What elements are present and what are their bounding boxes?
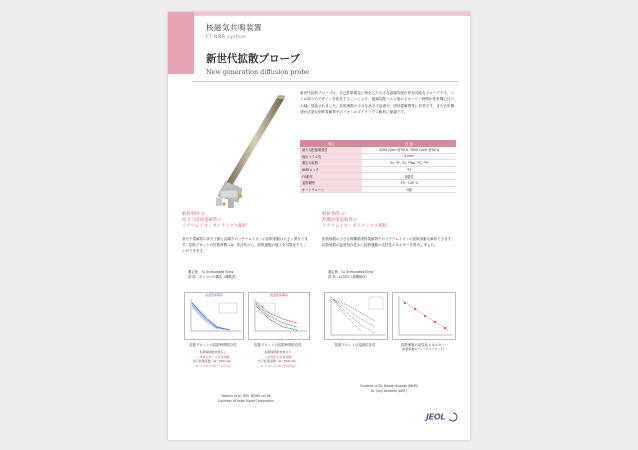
case1-note-b-line3: 自己拡散係数（Δ＝500 ms）	[257, 359, 299, 363]
spec-header-value: 仕 様	[362, 140, 456, 147]
case1-plot-a-graph	[185, 297, 243, 335]
spec-value: 非磁性	[362, 173, 456, 180]
logo-swirl-icon	[448, 412, 458, 422]
case1-note-b-line4: D = 2.4 × 10⁻¹³ [m²/s]	[261, 363, 295, 368]
spec-table	[300, 140, 456, 193]
case2-plot-a	[324, 292, 388, 340]
case1-plot-b-title: 低温低電解質	[269, 293, 288, 297]
case2-credit-line2: Dr. Junji Akimoto (AIST)	[371, 388, 407, 393]
spec-value: 可能	[362, 186, 456, 193]
case1-credit-line1: Yoshino et al. JEOL NEWS vol.56	[221, 394, 271, 398]
spec-row	[300, 153, 456, 160]
case1-sample: 試 料：ポリマーの構造（概略図）	[188, 275, 239, 280]
spec-row	[300, 160, 456, 167]
case2-caption-a: 拡散プロットの温度依存性	[334, 343, 376, 347]
case2-nucleus: 測定核：⁷Li Stimulated Echo	[328, 270, 374, 274]
case1-note-a-line4: D = 2.8 × 10⁻¹² [m²/s]	[196, 363, 230, 368]
jeol-logo	[426, 412, 458, 422]
case2-plot-b-graph	[393, 293, 455, 339]
category-subtitle: FT NMR system	[206, 34, 247, 39]
case1-label: 解析事例 ①	[182, 212, 205, 217]
side-accent-band	[168, 12, 194, 74]
case2-title-line2: リチウムイオンダイナミクス解析	[322, 223, 388, 229]
spec-key: 検出コイル長	[300, 153, 362, 160]
case1-title-line2: リチウムイオンダイナミクス解析	[182, 223, 248, 229]
intro-text: 新世代拡散プローブは、自己拡散測定に特化した大きな磁場勾配が印加可能なプローブです。コイル周りのデザインを改良することにより、磁場勾配パルス後のリカバリー時間が従来機に比べ大幅に短縮されました。拡散係数の小さな高分子溶液や、固体電解質等に有効です。また近年開発が活発な固体電解質中のイオンのダイナミクス解析に最適です。	[300, 91, 455, 115]
case1-plot-b-graph	[249, 297, 309, 335]
case1-title-line1: 高分子固体電解質の	[182, 217, 222, 223]
case1-plot-b	[248, 292, 310, 340]
page-subtitle: New generation diffusion probe	[206, 68, 310, 76]
case1-body: 高分子電解質の高分子鎖と溶媒中のリチウムイオンの拡散挙動は大きく異なります。拡散プロットの拡散時間（Δ）依存性から、拡散運動の様子を可視化することができます。	[182, 237, 308, 254]
case1-plot-a-title: 高温低電解質	[204, 293, 223, 297]
spec-value: 1200 G/cm @30 A, 2000 G/cm @50 A	[362, 147, 456, 153]
case1-caption-a: 拡散プロットの拡散時間依存性	[189, 343, 237, 347]
spec-row	[300, 186, 456, 193]
case1-note-a-line1: 拡散時間依存性なし	[199, 350, 227, 354]
spec-key: FG動作	[300, 173, 362, 180]
case2-body: 拡散係数の小さな無機系固体電解質中のリチウムイオンの拡散挙動も解析できます。拡散係数の温度依存性から拡散運動の活性化エネルギーを算出しました。	[322, 237, 455, 248]
case2-label: 解析事例 ②	[322, 212, 345, 217]
spec-row	[300, 173, 456, 180]
spec-value: 5 mm	[362, 153, 456, 160]
probe-photo	[188, 86, 306, 216]
case1-note-a	[182, 350, 244, 368]
spec-header-item: 項目	[300, 140, 362, 147]
case1-nucleus: 測定核：⁷Li Stimulated Echo	[188, 270, 234, 274]
spec-row	[300, 179, 456, 186]
spec-row	[300, 166, 456, 173]
category-title: 核磁気共鳴装置	[206, 23, 262, 32]
spec-value: -70～120 ℃	[362, 179, 456, 186]
case1-credit-line2: Courtesy of Asahi Kasei Corporation	[218, 398, 274, 403]
case2-meta	[328, 270, 452, 281]
case1-note-b-line2: → 制限的な拡散運動	[264, 354, 292, 359]
spec-key: 測定可能核	[300, 160, 362, 167]
spec-key: オートチューン	[300, 186, 362, 193]
case2-caption-b-line1: 拡散係数の活性化エネルギー	[400, 343, 446, 347]
logo-text: JEOL	[426, 412, 446, 422]
case2-caption-b	[390, 342, 456, 351]
spec-key: NMRロック	[300, 166, 362, 173]
case1-note-b	[246, 350, 310, 368]
divider	[192, 81, 458, 82]
case1-caption-b: 拡散プロットの拡散時間依存性	[254, 343, 302, 347]
case2-title-line1: 無機固体電解質の	[322, 217, 358, 223]
case1-credit	[182, 394, 310, 403]
spec-key: 温度範囲	[300, 179, 362, 186]
case1-heading	[182, 212, 312, 229]
case2-heading	[322, 212, 462, 229]
spec-value: ¹H, ¹⁹F, ⁷Li, ²³Na, ¹³C, ³¹P	[362, 160, 456, 167]
brochure-page	[168, 12, 470, 440]
case2-plot-b	[392, 292, 456, 340]
case1-note-b-line1: 拡散時間依存性あり	[264, 350, 292, 354]
case2-plot-a-graph	[325, 293, 387, 339]
case1-plot-a	[184, 292, 244, 340]
spec-key: 最大勾配磁場強度	[300, 147, 362, 153]
case1-note-a-line3: 自己拡散係数（Δ＝500 ms）	[192, 359, 234, 363]
top-accent-band	[168, 12, 470, 16]
page-title: 新世代拡散プローブ	[206, 53, 300, 65]
case1-meta	[188, 270, 308, 281]
case2-credit	[322, 384, 456, 393]
case1-note-a-line2: → 単純な均一な拡散運動	[196, 354, 230, 359]
case2-credit-line1: Courtesy of Dr. Naoaki Kuwata (NIMS)	[359, 384, 419, 388]
spec-value: ²H	[362, 166, 456, 173]
case2-caption-b-line2: (拡散係数のアレニウスプロット)	[401, 347, 445, 351]
case2-sample: 試 料：LLTZO（無機固体）	[328, 275, 369, 280]
